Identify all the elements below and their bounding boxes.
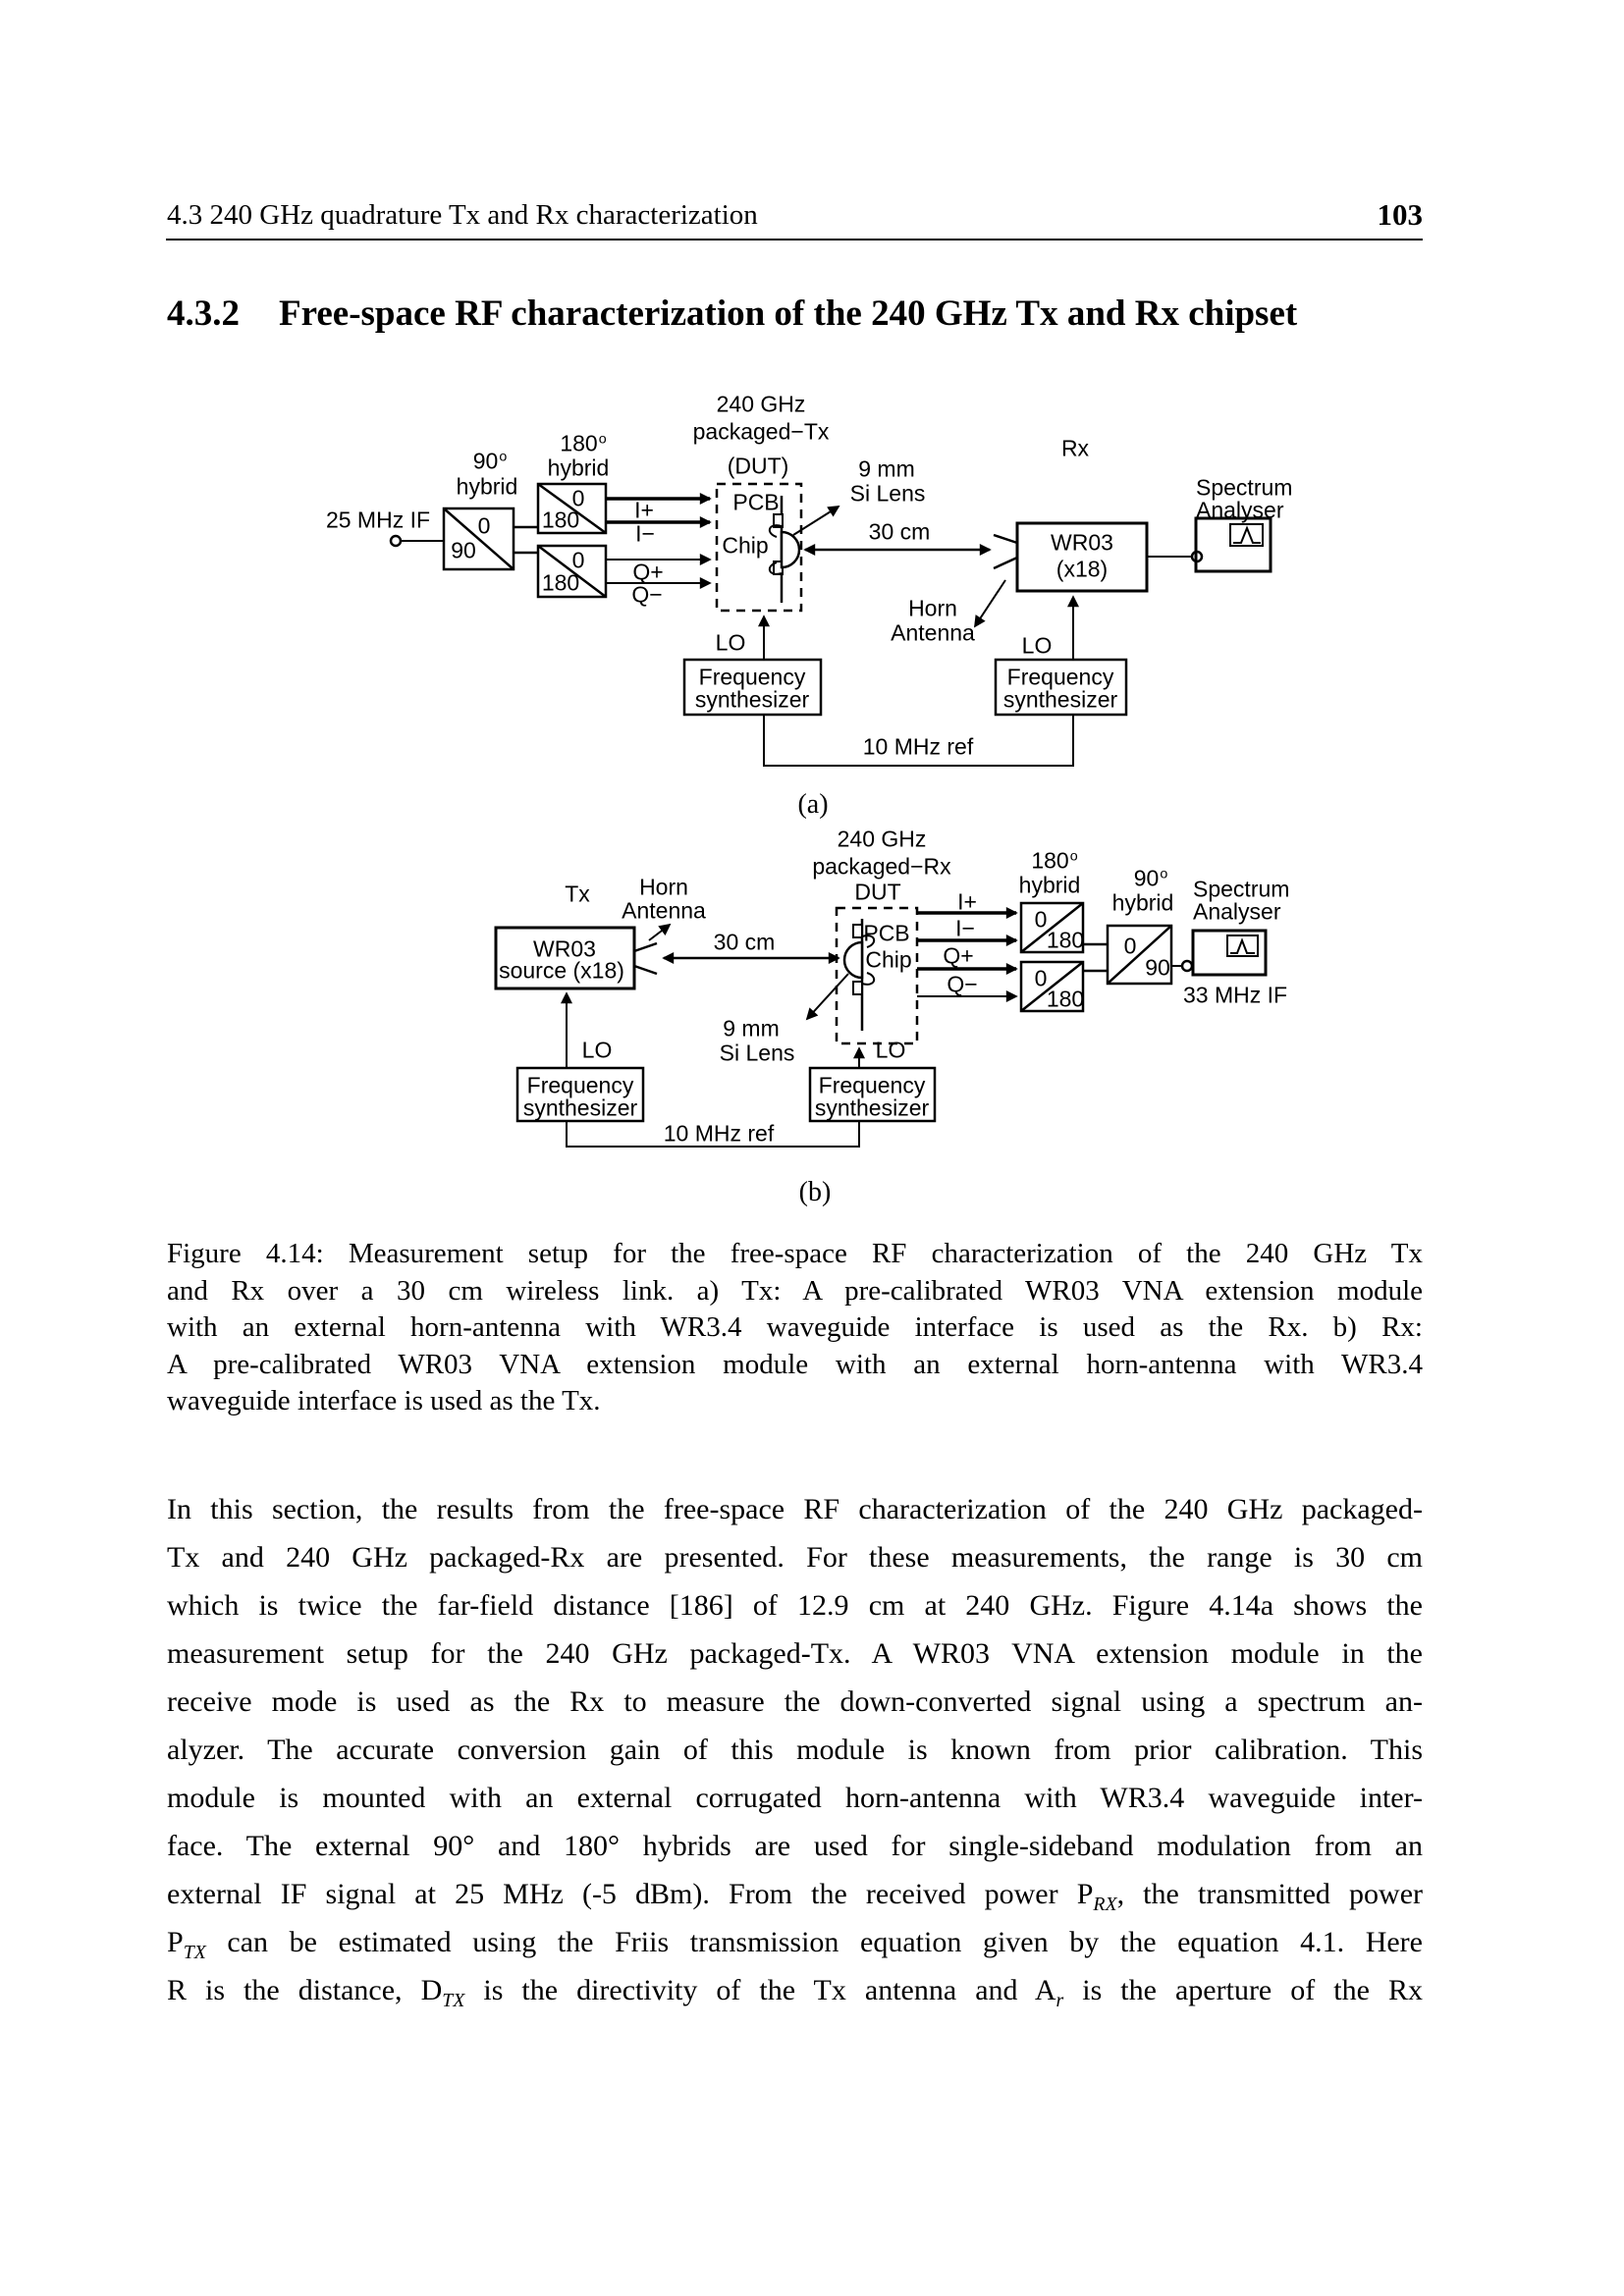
tx-label-b: Tx <box>565 881 590 907</box>
port-0-90hybrid-a: 0 <box>477 512 491 539</box>
dut-title-b-line1: 240 GHz <box>837 826 927 852</box>
wr03-label-b-line1: WR03 <box>533 935 596 962</box>
figure-caption <box>167 1236 1423 1420</box>
caption-line: waveguide interface is used as the Tx. <box>167 1385 601 1417</box>
si-lens-label-b-line2: Si Lens <box>719 1040 795 1066</box>
body-line: module is mounted with an external corrugated horn-antenna with WR3.4 waveguide inter- <box>167 1782 1423 1814</box>
horn-antenna-shape-a <box>994 535 1017 568</box>
chip-label-a: Chip <box>722 532 769 559</box>
port-0-180top-b: 0 <box>1034 906 1048 933</box>
freq-synth-right-a-line2: synthesizer <box>1002 686 1118 713</box>
spectrum-analyser-label-a-line1: Spectrum <box>1196 474 1293 501</box>
horn-label-a-line1: Horn <box>908 595 957 621</box>
horn-label-b-line2: Antenna <box>622 897 706 924</box>
si-lens-shape-b <box>844 942 862 978</box>
hybrid-90-title-b: 90$^o$ <box>1133 865 1168 891</box>
wr03-label-a-line2: (x18) <box>1056 556 1109 582</box>
signal-qplus-b: Q+ <box>943 942 974 969</box>
port-180-180top-a: 180 <box>541 507 580 533</box>
body-line: measurement setup for the 240 GHz packaged-Tx. A WR03 VNA extension module in the <box>167 1637 1423 1670</box>
distance-label-b: 30 cm <box>713 929 776 955</box>
body-line: receive mode is used as the Rx to measure the down-converted signal using a spectrum an- <box>167 1685 1423 1718</box>
if-output-label-b: 33 MHz IF <box>1183 982 1288 1008</box>
signal-iminus-b: I− <box>955 915 975 941</box>
lo-label-b-right: LO <box>875 1037 906 1063</box>
signal-qplus-a: Q+ <box>632 559 664 585</box>
if-input-label-a: 25 MHz IF <box>325 507 431 533</box>
section-title: Free-space RF characterization of the 240 GHz Tx and Rx chipset <box>279 294 1298 334</box>
body-text <box>167 1485 1423 2014</box>
dut-title-a-line2: packaged−Tx <box>692 418 830 445</box>
hybrid-180-title-a: 180$^o$ <box>560 430 607 456</box>
port-0-180bottom-a: 0 <box>571 547 585 573</box>
spectrum-analyser-box-a <box>1196 518 1271 571</box>
body-line: external IF signal at 25 MHz (-5 dBm). From the received power $P_{RX}$, the transmitted power <box>167 1878 1424 1915</box>
signal-iplus-a: I+ <box>634 497 654 523</box>
distance-label-a: 30 cm <box>868 518 931 545</box>
pcb-label-a: PCB <box>732 489 780 515</box>
dut-title-a-line3: (DUT) <box>727 453 789 479</box>
chip-label-b: Chip <box>865 946 912 973</box>
port-180-180bottom-b: 180 <box>1046 986 1085 1012</box>
freq-synth-right-a-line1: Frequency <box>1006 664 1114 690</box>
hybrid-180-title-b: 180$^o$ <box>1031 847 1078 874</box>
body-line: R is the distance, $D_{TX}$ is the directivity of the Tx antenna and $A_r$ is the aperture of the Rx <box>167 1974 1423 2011</box>
ref-label-b: 10 MHz ref <box>663 1120 775 1147</box>
si-lens-label-b-line1: 9 mm <box>723 1015 780 1041</box>
freq-synth-left-b-line2: synthesizer <box>522 1095 638 1121</box>
lo-label-a-left: LO <box>715 629 746 656</box>
body-line: face. The external 90° and 180° hybrids are used for single-sideband modulation from an <box>167 1830 1423 1862</box>
body-line: Tx and 240 GHz packaged-Rx are presented. For these measurements, the range is 30 cm <box>167 1541 1423 1574</box>
si-lens-shape-a <box>782 532 799 567</box>
section-number: 4.3.2 <box>167 294 240 334</box>
lo-label-a-right: LO <box>1021 632 1053 659</box>
horn-label-b-line1: Horn <box>639 874 688 900</box>
spectrum-analyser-box-b <box>1193 931 1266 975</box>
caption-line: and Rx over a 30 cm wireless link. a) Tx: A pre-calibrated WR03 VNA extension module <box>167 1274 1423 1307</box>
port-180-180bottom-a: 180 <box>541 569 580 596</box>
port-90-90hybrid-a: 90 <box>451 537 476 563</box>
body-line: which is twice the far-field distance [186] of 12.9 cm at 240 GHz. Figure 4.14a shows the <box>167 1589 1423 1622</box>
spectrum-analyser-label-b-line2: Analyser <box>1193 898 1281 925</box>
port-180-180top-b: 180 <box>1046 927 1085 953</box>
body-line: In this section, the results from the free-space RF characterization of the 240 GHz packaged- <box>167 1493 1423 1525</box>
port-0-180top-a: 0 <box>571 485 585 511</box>
spectrum-analyser-label-a-line2: Analyser <box>1196 497 1284 523</box>
freq-synth-left-b-line1: Frequency <box>526 1072 634 1098</box>
caption-line: A pre-calibrated WR03 VNA extension module with an external horn-antenna with WR3.4 <box>167 1348 1423 1380</box>
wr03-label-b-line2: source (x18) <box>499 957 624 984</box>
spectrum-analyser-label-b-line1: Spectrum <box>1193 876 1290 902</box>
ref-label-a: 10 MHz ref <box>862 733 974 760</box>
subfigure-tag-a: (a) <box>797 789 829 820</box>
hybrid-90-word-a: hybrid <box>456 473 518 500</box>
caption-line: Figure 4.14: Measurement setup for the free-space RF characterization of the 240 GHz Tx <box>167 1238 1423 1269</box>
si-lens-label-a-line1: 9 mm <box>858 455 915 482</box>
signal-qminus-a: Q− <box>631 581 663 608</box>
horn-antenna-shape-b <box>634 943 657 974</box>
dut-title-b-line2: packaged−Rx <box>812 853 951 880</box>
running-head-text: 4.3 240 GHz quadrature Tx and Rx characterization <box>167 199 758 231</box>
port-0-90hybrid-b: 0 <box>1123 933 1137 959</box>
freq-synth-right-b-line1: Frequency <box>818 1072 926 1098</box>
freq-synth-right-b-line2: synthesizer <box>814 1095 930 1121</box>
page-number: 103 <box>1377 197 1423 232</box>
signal-qminus-b: Q− <box>947 971 978 997</box>
port-0-180bottom-b: 0 <box>1034 965 1048 991</box>
body-line: alyzer. The accurate conversion gain of this module is known from prior calibration. This <box>167 1734 1423 1766</box>
body-line: $P_{TX}$ can be estimated using the Friis transmission equation given by the equation 4.1. Here <box>167 1926 1423 1963</box>
caption-line: with an external horn-antenna with WR3.4 waveguide interface is used as the Rx. b) Rx: <box>167 1311 1423 1344</box>
wr03-label-a-line1: WR03 <box>1051 529 1113 556</box>
signal-iminus-a: I− <box>635 520 655 547</box>
dut-title-a-line1: 240 GHz <box>716 391 806 417</box>
lo-label-b-left: LO <box>581 1037 613 1063</box>
signal-iplus-b: I+ <box>957 888 977 915</box>
hybrid-90-title-a: 90$^o$ <box>472 448 508 474</box>
freq-synth-left-a-line1: Frequency <box>698 664 806 690</box>
freq-synth-left-a-line2: synthesizer <box>694 686 810 713</box>
subfigure-tag-b: (b) <box>798 1177 832 1207</box>
dut-title-b-line3: DUT <box>854 879 901 905</box>
port-90-90hybrid-b: 90 <box>1145 954 1170 981</box>
if-terminal-a <box>391 536 401 546</box>
hybrid-90-word-b: hybrid <box>1111 889 1174 916</box>
si-lens-label-a-line2: Si Lens <box>849 480 926 507</box>
hybrid-180-word-a: hybrid <box>547 454 610 481</box>
hybrid-180-word-b: hybrid <box>1018 872 1081 898</box>
rx-label-a: Rx <box>1060 435 1090 461</box>
horn-label-a-line2: Antenna <box>891 619 975 646</box>
pcb-label-b: PCB <box>863 920 910 946</box>
